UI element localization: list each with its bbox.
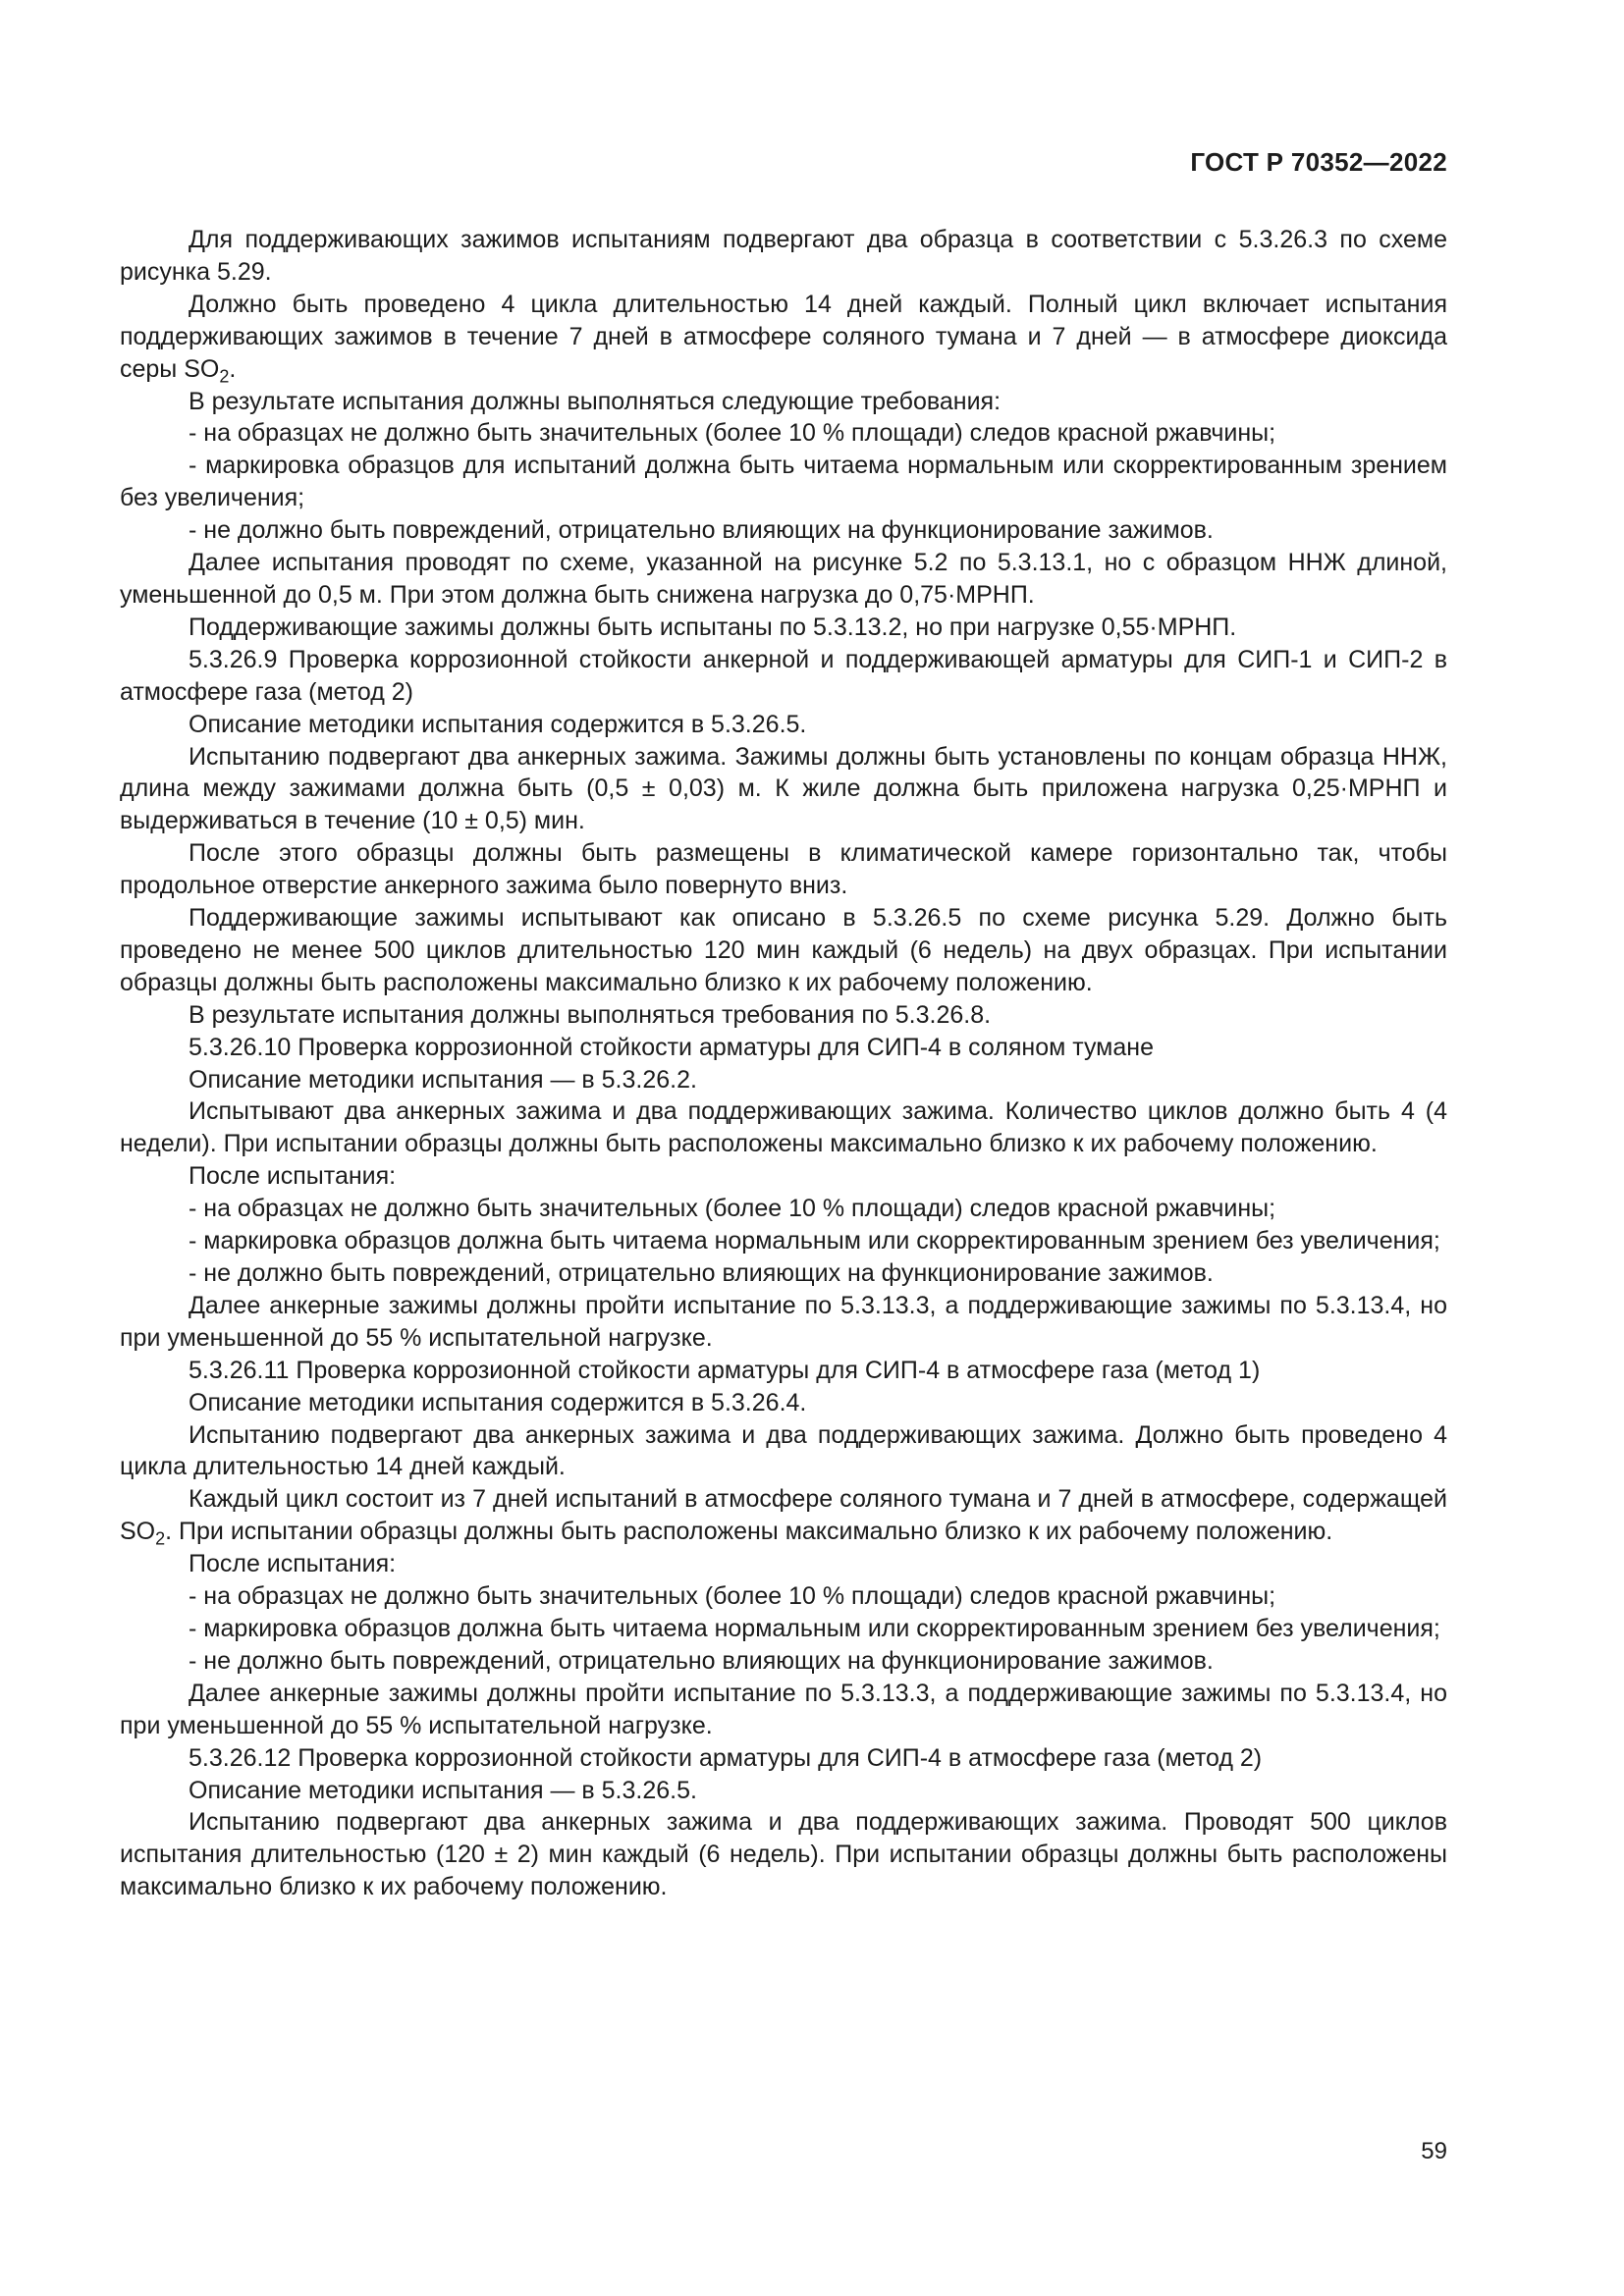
list-item: - не должно быть повреждений, отрицательно влияющих на функционирование зажимов. [189,516,1214,545]
list-item: - маркировка образцов для испытаний должна быть читаема нормальным или скорректированным зрением без увеличения; [120,452,1447,512]
paragraph [120,1483,1447,1548]
paragraph-text-end: . При испытании образцы должны быть расположены максимально близко к их рабочему положению. [165,1518,1333,1546]
paragraph: Поддерживающие зажимы должны быть испытаны по 5.3.13.2, но при нагрузке 0,55·МРНП. [189,613,1237,641]
list-item: - маркировка образцов должна быть читаема нормальным или скорректированным зрением без увеличения; [189,1614,1440,1642]
subscript: 2 [155,1528,166,1549]
paragraph: Испытывают два анкерных зажима и два поддерживающих зажима. Количество циклов должно быть 4 (4 недели). При испытании образцы должны быть расположены максимально близко к их рабочему положению. [120,1097,1447,1158]
section-heading: 5.3.26.11 Проверка коррозионной стойкости арматуры для СИП-4 в атмосфере газа (метод 1) [189,1356,1261,1384]
list-item: - на образцах не должно быть значительных (более 10 % площади) следов красной ржавчины; [189,1582,1276,1611]
subscript: 2 [219,366,230,387]
section-heading: 5.3.26.9 Проверка коррозионной стойкости анкерной и поддерживающей арматуры для СИП-1 и СИП-2 в атмосфере газа (метод 2) [120,645,1447,706]
list-item: - не должно быть повреждений, отрицательно влияющих на функционирование зажимов. [189,1646,1214,1675]
document-body [120,224,1447,1903]
paragraph: Описание методики испытания — в 5.3.26.5. [189,1776,697,1804]
list-item: - на образцах не должно быть значительных (более 10 % площади) следов красной ржавчины; [189,419,1276,448]
section-heading: 5.3.26.12 Проверка коррозионной стойкости арматуры для СИП-4 в атмосфере газа (метод 2) [189,1743,1263,1772]
paragraph: Описание методики испытания — в 5.3.26.2. [189,1065,697,1094]
paragraph: Испытанию подвергают два анкерных зажима и два поддерживающих зажима. Должно быть проведено 4 цикла длительностью 14 дней каждый. [120,1420,1447,1481]
paragraph: Далее анкерные зажимы должны пройти испытание по 5.3.13.3, а поддерживающие зажимы по 5.3.13.4, но при уменьшенной до 55 % испытательной нагрузке. [120,1291,1447,1352]
paragraph: Далее испытания проводят по схеме, указанной на рисунке 5.2 по 5.3.13.1, но с образцом ННЖ длиной, уменьшенной до 0,5 м. При этом должна быть снижена нагрузка до 0,75·МРНП. [120,549,1447,609]
paragraph: Описание методики испытания содержится в 5.3.26.5. [189,710,807,738]
list-item: - не должно быть повреждений, отрицательно влияющих на функционирование зажимов. [189,1259,1214,1287]
page-number: 59 [1421,2138,1447,2164]
list-item: - маркировка образцов должна быть читаема нормальным или скорректированным зрением без увеличения; [189,1227,1440,1255]
paragraph [120,289,1447,386]
paragraph: В результате испытания должны выполняться следующие требования: [189,387,1001,415]
paragraph-text-end: . [229,354,237,383]
list-item: - на образцах не должно быть значительных (более 10 % площади) следов красной ржавчины; [189,1195,1276,1223]
paragraph-text: Должно быть проведено 4 цикла длительностью 14 дней каждый. Полный цикл включает испытания поддерживающих зажимов в течение 7 дней в атмосфере соляного тумана и 7 дней — в атмосфере диоксида серы SO [120,290,1447,383]
paragraph: Поддерживающие зажимы испытывают как описано в 5.3.26.5 по схеме рисунка 5.29. Должно быть проведено не менее 500 циклов длительностью 120 мин каждый (6 недель) на двух образцах. При испытании образцы должны быть расположены максимально близко к их рабочему положению. [120,904,1447,996]
paragraph: Описание методики испытания содержится в 5.3.26.4. [189,1388,807,1416]
section-heading: 5.3.26.10 Проверка коррозионной стойкости арматуры для СИП-4 в соляном тумане [189,1033,1154,1061]
paragraph: Для поддерживающих зажимов испытаниям подвергают два образца в соответствии с 5.3.26.3 по схеме рисунка 5.29. [120,226,1447,286]
paragraph: После испытания: [189,1550,397,1578]
paragraph: Испытанию подвергают два анкерных зажима. Зажимы должны быть установлены по концам образца ННЖ, длина между зажимами должна быть (0,5 ± 0,03) м. К жиле должна быть приложена нагрузка 0,25·МРНП и выдерживаться в течение (10 ± 0,5) мин. [120,742,1447,835]
paragraph: Далее анкерные зажимы должны пройти испытание по 5.3.13.3, а поддерживающие зажимы по 5.3.13.4, но при уменьшенной до 55 % испытательной нагрузке. [120,1679,1447,1739]
paragraph-text: Каждый цикл состоит из 7 дней испытаний в атмосфере соляного тумана и 7 дней в атмосфере, содержащей SO [120,1485,1447,1546]
paragraph: Испытанию подвергают два анкерных зажима и два поддерживающих зажима. Проводят 500 циклов испытания длительностью (120 ± 2) мин каждый (6 недель). При испытании образцы должны быть расположены максимально близко к их рабочему положению. [120,1808,1447,1901]
paragraph: В результате испытания должны выполняться требования по 5.3.26.8. [189,1000,992,1029]
paragraph: После испытания: [189,1162,397,1191]
paragraph: После этого образцы должны быть размещены в климатической камере горизонтально так, чтобы продольное отверстие анкерного зажима было повернуто вниз. [120,839,1447,900]
standard-designation: ГОСТ Р 70352—2022 [1190,147,1447,177]
